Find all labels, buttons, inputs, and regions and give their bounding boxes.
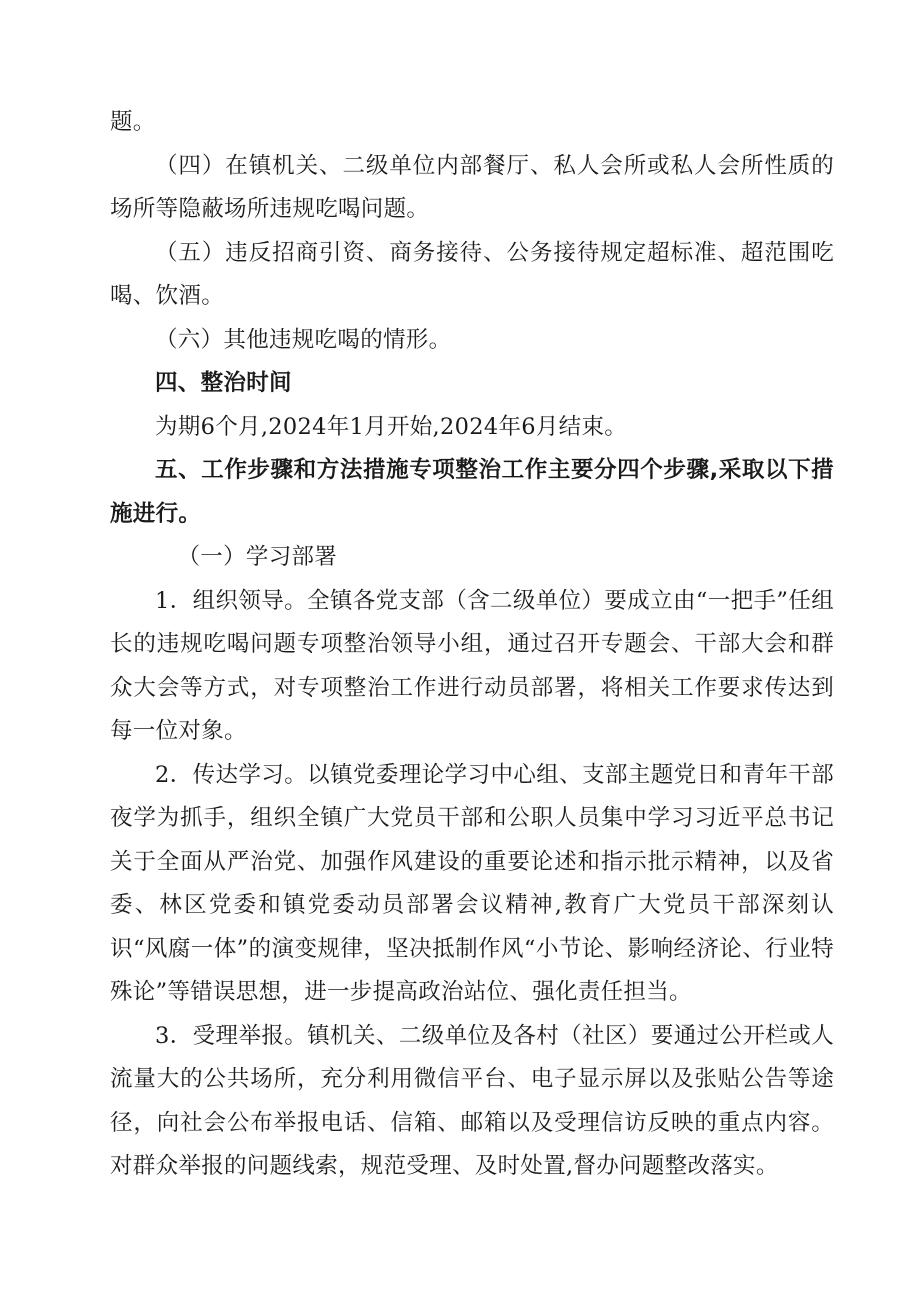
paragraph-item-5: （五）违反招商引资、商务接待、公务接待规定超标准、超范围吃喝、饮酒。 [110, 239, 834, 309]
paragraph-step-1: 1．组织领导。全镇各党支部（含二级单位）要成立由“一把手”任组长的违规吃喝问题专项整治领导小组，通过召开专题会、干部大会和群众大会等方式，对专项整治工作进行动员部署，将相关工作要求传达到每一位对象。 [110, 587, 834, 744]
paragraph-item-4: （四）在镇机关、二级单位内部餐厅、私人会所或私人会所性质的场所等隐蔽场所违规吃喝问题。 [110, 152, 834, 222]
paragraph-item-6: （六）其他违规吃喝的情形。 [155, 326, 452, 353]
subheading-study-deploy: （一）学习部署 [177, 544, 338, 570]
paragraph-step-2: 2．传达学习。以镇党委理论学习中心组、支部主题党日和青年干部夜学为抓手，组织全镇广大党员干部和公职人员集中学习习近平总书记关于全面从严治党、加强作风建设的重要论述和指示批示精神，以及省委、林区党委和镇党委动员部署会议精神,教育广大党员干部深刻认识“风腐一体”的演变规律，坚决抵制作风“小节论、影响经济论、行业特殊论”等错误思想，进一步提高政治站位、强化责任担当。 [110, 761, 834, 1005]
paragraph-schedule: 为期6个月,2024年1月开始,2024年6月结束。 [155, 413, 628, 440]
section-heading-5: 五、工作步骤和方法措施专项整治工作主要分四个步骤,采取以下措施进行。 [110, 457, 834, 527]
paragraph-continuation: 题。 [110, 109, 156, 135]
document-body [110, 101, 834, 1189]
section-heading-4: 四、整治时间 [155, 370, 292, 396]
paragraph-step-3: 3．受理举报。镇机关、二级单位及各村（社区）要通过公开栏或人流量大的公共场所，充分利用微信平台、电子显示屏以及张贴公告等途径，向社会公布举报电话、信箱、邮箱以及受理信访反映的重点内容。对群众举报的问题线索，规范受理、及时处置,督办问题整改落实。 [110, 1022, 834, 1179]
